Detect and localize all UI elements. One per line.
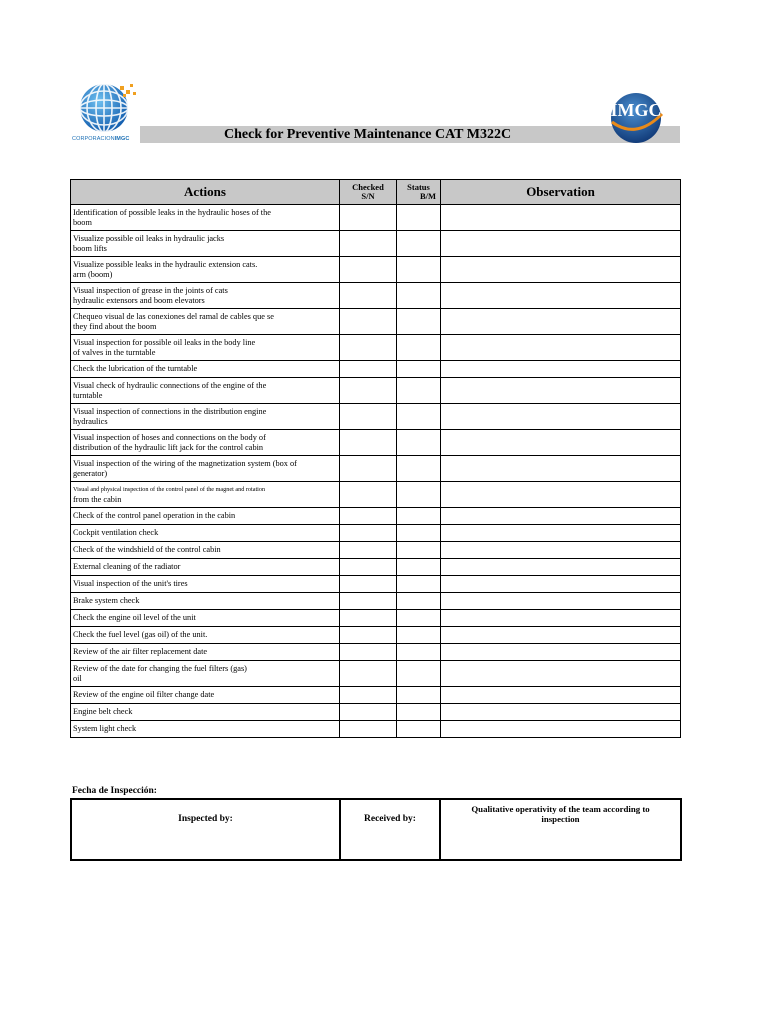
- action-cell: Check of the windshield of the control cabin: [71, 542, 340, 559]
- table-row: [71, 378, 681, 404]
- table-row: [71, 593, 681, 610]
- action-cell: Engine belt check: [71, 704, 340, 721]
- table-row: [71, 704, 681, 721]
- action-cell: Chequeo visual de las conexiones del ramal de cables que se they find about the boom: [71, 309, 340, 335]
- checked-cell[interactable]: [340, 205, 397, 231]
- status-cell[interactable]: [397, 704, 441, 721]
- observation-cell[interactable]: [441, 593, 681, 610]
- observation-cell[interactable]: [441, 704, 681, 721]
- action-cell: External cleaning of the radiator: [71, 559, 340, 576]
- observation-cell[interactable]: [441, 610, 681, 627]
- status-cell[interactable]: [397, 687, 441, 704]
- table-row: [71, 542, 681, 559]
- col-observation-header: Observation: [441, 180, 681, 205]
- checked-cell[interactable]: [340, 404, 397, 430]
- observation-cell[interactable]: [441, 335, 681, 361]
- observation-cell[interactable]: [441, 508, 681, 525]
- table-row: [71, 361, 681, 378]
- table-row: [71, 627, 681, 644]
- checked-cell[interactable]: [340, 661, 397, 687]
- observation-cell[interactable]: [441, 687, 681, 704]
- status-cell[interactable]: [397, 559, 441, 576]
- action-cell: Visual inspection of grease in the joints of cats hydraulic extensors and boom elevators: [71, 283, 340, 309]
- status-cell[interactable]: [397, 644, 441, 661]
- observation-cell[interactable]: [441, 644, 681, 661]
- observation-cell[interactable]: [441, 661, 681, 687]
- table-row: [71, 482, 681, 508]
- action-cell: Check of the control panel operation in the cabin: [71, 508, 340, 525]
- table-row: [71, 687, 681, 704]
- table-row: [71, 508, 681, 525]
- checklist-table: [70, 179, 681, 738]
- checked-cell[interactable]: [340, 378, 397, 404]
- observation-cell[interactable]: [441, 721, 681, 738]
- action-cell: System light check: [71, 721, 340, 738]
- action-cell: Visual inspection of the unit's tires: [71, 576, 340, 593]
- table-row: [71, 404, 681, 430]
- globe-icon: [76, 80, 140, 138]
- checked-cell[interactable]: [340, 430, 397, 456]
- observation-cell[interactable]: [441, 205, 681, 231]
- table-row: [71, 309, 681, 335]
- col-actions-header: Actions: [71, 180, 340, 205]
- observation-cell[interactable]: [441, 361, 681, 378]
- status-cell[interactable]: [397, 508, 441, 525]
- imgc-logo: [604, 92, 666, 144]
- observation-cell[interactable]: [441, 456, 681, 482]
- logo-caption: CORPORACIONIMGC: [72, 136, 130, 142]
- action-cell: Review of the engine oil filter change date: [71, 687, 340, 704]
- observation-cell[interactable]: [441, 542, 681, 559]
- status-cell[interactable]: [397, 721, 441, 738]
- status-cell[interactable]: [397, 361, 441, 378]
- action-cell: Check the fuel level (gas oil) of the unit.: [71, 627, 340, 644]
- action-cell: Check the lubrication of the turntable: [71, 361, 340, 378]
- checked-cell[interactable]: [340, 508, 397, 525]
- status-cell[interactable]: [397, 610, 441, 627]
- checked-cell[interactable]: [340, 482, 397, 508]
- status-cell[interactable]: [397, 482, 441, 508]
- table-row: [71, 456, 681, 482]
- table-row: [71, 257, 681, 283]
- action-cell: Review of the air filter replacement date: [71, 644, 340, 661]
- checked-cell[interactable]: [340, 231, 397, 257]
- observation-cell[interactable]: [441, 231, 681, 257]
- title-bar: [140, 126, 680, 143]
- action-cell: Visualize possible leaks in the hydraulic extension cats. arm (boom): [71, 257, 340, 283]
- action-cell: Visual inspection of hoses and connections on the body of distribution of the hydraulic lift jack for the control cabin: [71, 430, 340, 456]
- status-cell[interactable]: [397, 430, 441, 456]
- qualitative-cell[interactable]: [440, 799, 681, 860]
- action-cell: Visual inspection for possible oil leaks in the body line of valves in the turntable: [71, 335, 340, 361]
- action-cell: Visual check of hydraulic connections of the engine of the turntable: [71, 378, 340, 404]
- status-cell[interactable]: [397, 335, 441, 361]
- corporacion-imgc-logo: [72, 80, 142, 146]
- action-cell: Brake system check: [71, 593, 340, 610]
- status-cell[interactable]: [397, 525, 441, 542]
- status-cell[interactable]: [397, 283, 441, 309]
- status-cell[interactable]: [397, 378, 441, 404]
- status-cell[interactable]: [397, 593, 441, 610]
- checklist-rows: [71, 205, 681, 738]
- status-cell[interactable]: [397, 231, 441, 257]
- checked-cell[interactable]: [340, 704, 397, 721]
- table-row: [71, 576, 681, 593]
- checked-cell[interactable]: [340, 456, 397, 482]
- table-row: [71, 610, 681, 627]
- signature-table: [70, 798, 682, 861]
- checked-cell[interactable]: [340, 687, 397, 704]
- status-cell[interactable]: [397, 205, 441, 231]
- table-row: [71, 335, 681, 361]
- received-by-cell[interactable]: [340, 799, 440, 860]
- status-cell[interactable]: [397, 456, 441, 482]
- table-row: [71, 231, 681, 257]
- col-checked-header: Checked S/N: [340, 180, 397, 205]
- status-cell[interactable]: [397, 661, 441, 687]
- observation-cell[interactable]: [441, 378, 681, 404]
- table-row: [71, 559, 681, 576]
- action-cell: Visual inspection of the wiring of the magnetization system (box of generator): [71, 456, 340, 482]
- table-row: [71, 430, 681, 456]
- checked-cell[interactable]: [340, 361, 397, 378]
- status-cell[interactable]: [397, 627, 441, 644]
- imgc-globe-icon: [604, 92, 666, 144]
- checked-cell[interactable]: [340, 610, 397, 627]
- inspected-by-label: Inspected by:: [178, 814, 233, 824]
- status-cell[interactable]: [397, 542, 441, 559]
- action-cell: Visual inspection of connections in the distribution engine hydraulics: [71, 404, 340, 430]
- checked-cell[interactable]: [340, 525, 397, 542]
- table-row: [71, 205, 681, 231]
- table-row: [71, 525, 681, 542]
- action-cell: Cockpit ventilation check: [71, 525, 340, 542]
- observation-cell[interactable]: [441, 404, 681, 430]
- checked-cell[interactable]: [340, 593, 397, 610]
- checked-cell[interactable]: [340, 721, 397, 738]
- checked-cell[interactable]: [340, 559, 397, 576]
- table-row: [71, 721, 681, 738]
- status-cell[interactable]: [397, 309, 441, 335]
- observation-cell[interactable]: [441, 482, 681, 508]
- checked-cell[interactable]: [340, 576, 397, 593]
- status-cell[interactable]: [397, 576, 441, 593]
- table-row: [71, 283, 681, 309]
- action-cell: Identification of possible leaks in the hydraulic hoses of the boom: [71, 205, 340, 231]
- action-cell: Review of the date for changing the fuel filters (gas) oil: [71, 661, 340, 687]
- action-cell: Visualize possible oil leaks in hydraulic jacks boom lifts: [71, 231, 340, 257]
- inspected-by-cell[interactable]: [71, 799, 340, 860]
- status-cell[interactable]: [397, 257, 441, 283]
- observation-cell[interactable]: [441, 627, 681, 644]
- observation-cell[interactable]: [441, 559, 681, 576]
- checked-cell[interactable]: [340, 309, 397, 335]
- observation-cell[interactable]: [441, 525, 681, 542]
- table-row: [71, 661, 681, 687]
- observation-cell[interactable]: [441, 430, 681, 456]
- inspection-date-label: Fecha de Inspección:: [72, 786, 157, 796]
- checked-cell[interactable]: [340, 335, 397, 361]
- status-cell[interactable]: [397, 404, 441, 430]
- col-status-header: Status B/M: [397, 180, 441, 205]
- checked-cell[interactable]: [340, 542, 397, 559]
- qualitative-label: Qualitative operativity of the team according to inspection: [471, 804, 650, 824]
- received-by-label: Received by:: [364, 814, 416, 824]
- checked-cell[interactable]: [340, 257, 397, 283]
- action-cell: Visual and physical inspection of the control panel of the magnet and rotation from the cabin: [71, 482, 340, 508]
- imgc-logo-text: IMGC: [610, 100, 662, 120]
- action-cell: Check the engine oil level of the unit: [71, 610, 340, 627]
- observation-cell[interactable]: [441, 576, 681, 593]
- observation-cell[interactable]: [441, 283, 681, 309]
- observation-cell[interactable]: [441, 309, 681, 335]
- table-row: [71, 644, 681, 661]
- observation-cell[interactable]: [441, 257, 681, 283]
- checked-cell[interactable]: [340, 283, 397, 309]
- checked-cell[interactable]: [340, 627, 397, 644]
- checked-cell[interactable]: [340, 644, 397, 661]
- page-title: Check for Preventive Maintenance CAT M322C: [224, 127, 512, 142]
